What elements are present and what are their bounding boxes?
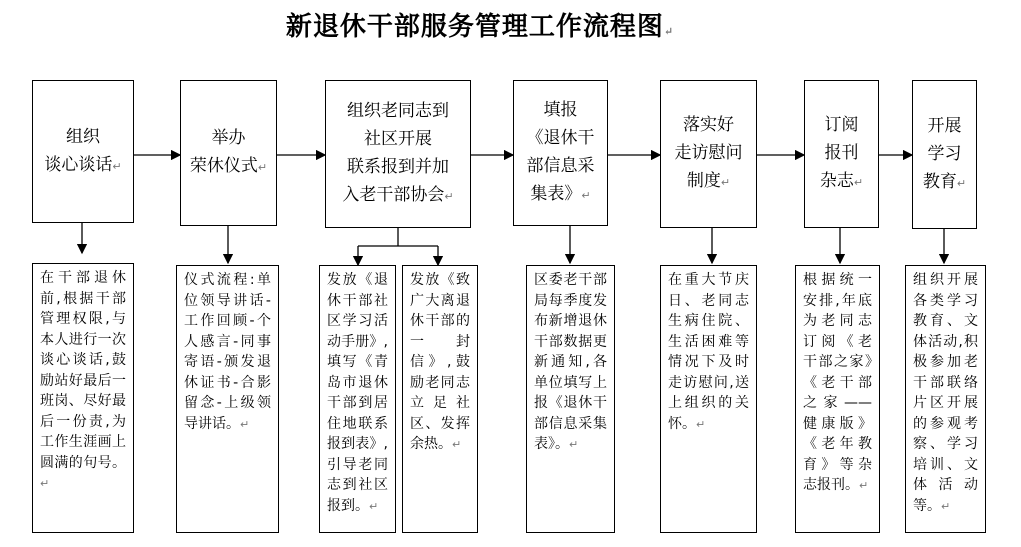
- paragraph-mark: ↵: [853, 176, 864, 189]
- page-title: 新退休干部服务管理工作流程图↵: [285, 12, 675, 42]
- paragraph-mark: ↵: [956, 176, 967, 190]
- paragraph-mark: ↵: [941, 499, 951, 513]
- detail-text: 仪式流程:单位领导讲话-工作回顾-个人感言-同事寄语-颁发退休证书-合影留念-上级领导讲话。↵: [184, 272, 271, 432]
- detail-box-info-notice: [526, 265, 615, 533]
- detail-box-subscriptions: [795, 265, 880, 533]
- paragraph-mark: ↵: [257, 161, 268, 174]
- detail-text: 区委老干部局每季度发布新增退休干部数据更新通知,各单位填写上报《退休干部信息采集表》。↵: [534, 272, 607, 452]
- paragraph-mark: ↵: [40, 477, 50, 490]
- step-box-retirement-ceremony: [180, 80, 277, 226]
- paragraph-mark: ↵: [720, 176, 731, 189]
- detail-box-talk: [32, 263, 134, 533]
- step-box-community-registration: [325, 80, 471, 228]
- detail-box-ceremony: [176, 265, 279, 533]
- detail-text: 发放《退休干部社区学习活动手册》,填写《青岛市退休干部到居住地联系报到表》,引导老同志到社区报到。↵: [327, 272, 388, 514]
- paragraph-mark: ↵: [240, 417, 250, 431]
- step-label: 组织老同志到 社区开展 联系报到并加 入老干部协会↵: [342, 101, 454, 205]
- detail-box-visits: [660, 265, 757, 533]
- step-label: 落实好 走访慰问 制度↵: [674, 115, 743, 191]
- step-box-talk: [32, 80, 134, 223]
- detail-box-education: [905, 265, 986, 533]
- paragraph-mark: ↵: [569, 438, 579, 451]
- step-label: 开展 学习 教育↵: [922, 115, 967, 192]
- step-box-visits: [660, 80, 757, 228]
- step-label: 填报 《退休干 部信息采 集表》↵: [526, 100, 595, 204]
- step-label: 订阅 报刊 杂志↵: [819, 115, 864, 191]
- paragraph-mark: ↵: [444, 190, 454, 203]
- paragraph-mark: ↵: [663, 25, 675, 38]
- detail-text: 根据统一安排,年底为老同志订阅《老干部之家》《老干部之家——健康版》《老年教育》等杂志报刊。↵: [803, 272, 872, 493]
- detail-text: 组织开展各类学习教育、文体活动,积极参加老干部联络片区开展的参观考察、学习培训、文体活动等。↵: [913, 272, 978, 514]
- step-box-subscriptions: [804, 80, 879, 228]
- paragraph-mark: ↵: [859, 479, 869, 492]
- step-label: 组织 谈心谈话↵: [44, 126, 122, 175]
- detail-text: 在干部退休前,根据干部管理权限,与本人进行一次谈心谈话,鼓励站好最后一班岗、尽好最后一份责,为工作生涯画上圆满的句号。↵: [40, 270, 126, 490]
- detail-text: 在重大节庆日、老同志生病住院、生活困难等情况下及时走访慰问,送上组织的关怀。↵: [668, 272, 749, 432]
- paragraph-mark: ↵: [696, 417, 706, 431]
- paragraph-mark: ↵: [112, 159, 122, 173]
- detail-text: 发放《致广大离退休干部的一封信》,鼓励老同志立足社区、发挥余热。↵: [410, 272, 470, 452]
- step-box-info-form: [513, 80, 608, 226]
- step-label: 举办 荣休仪式↵: [189, 128, 268, 176]
- step-box-education: [912, 80, 977, 229]
- detail-box-open-letter: [402, 265, 478, 533]
- paragraph-mark: ↵: [581, 189, 591, 202]
- detail-box-community-handbook: [319, 265, 396, 533]
- paragraph-mark: ↵: [452, 438, 462, 451]
- paragraph-mark: ↵: [369, 499, 379, 513]
